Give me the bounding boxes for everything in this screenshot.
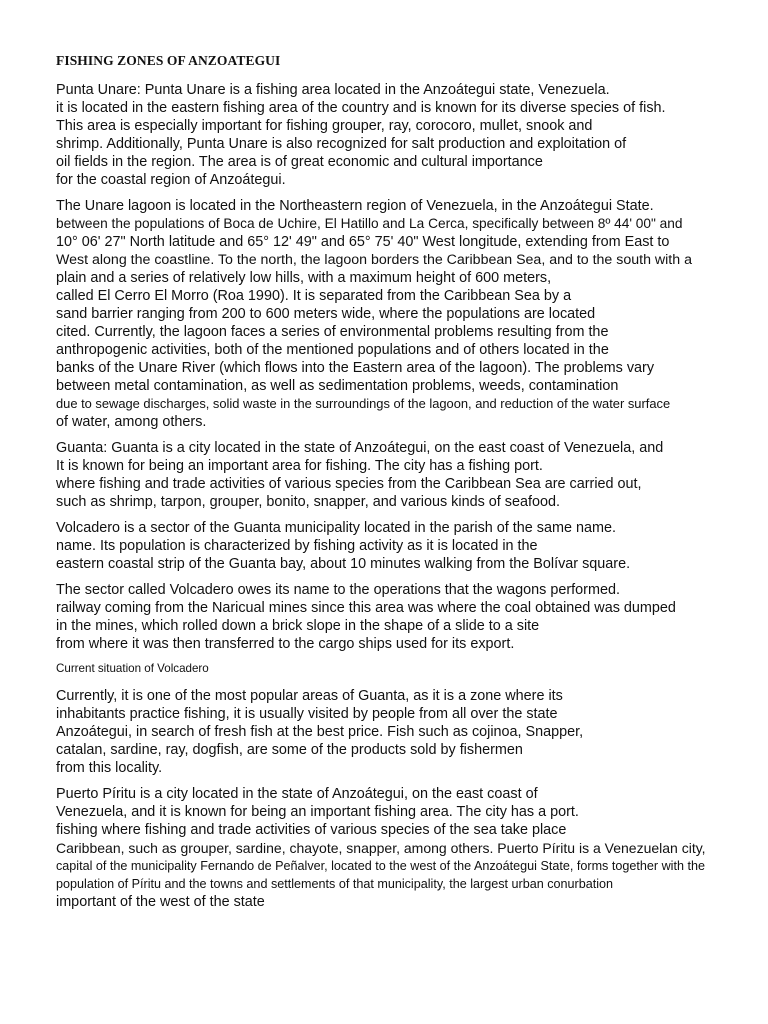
text-line: The sector called Volcadero owes its name to the operations that the wagons performed. (56, 582, 620, 598)
text-line: The Unare lagoon is located in the Northeastern region of Venezuela, in the Anzoátegui State. (56, 198, 654, 214)
text-line: eastern coastal strip of the Guanta bay, about 10 minutes walking from the Bolívar square. (56, 556, 631, 572)
text-line: inhabitants practice fishing, it is usually visited by people from all over the state (56, 706, 558, 722)
text-line: from this locality. (56, 760, 163, 776)
text-line: called El Cerro El Morro (Roa 1990). It is separated from the Caribbean Sea by a (56, 288, 572, 304)
text-line: where fishing and trade activities of various species from the Caribbean Sea are carried out, (56, 476, 642, 492)
text-line: Volcadero is a sector of the Guanta municipality located in the parish of the same name. (56, 520, 616, 536)
text-line: between metal contamination, as well as sedimentation problems, weeds, contamination (56, 378, 619, 394)
paragraph-punta-unare (56, 81, 756, 189)
text-line: fishing where fishing and trade activities of various species of the sea take place (56, 822, 567, 838)
text-line: cited. Currently, the lagoon faces a series of environmental problems resulting from the (56, 324, 609, 340)
text-line: sand barrier ranging from 200 to 600 meters wide, where the populations are located (56, 306, 596, 322)
text-line: Puerto Píritu is a city located in the state of Anzoátegui, on the east coast of (56, 786, 538, 802)
text-line: name. Its population is characterized by fishing activity as it is located in the (56, 538, 538, 554)
text-line: 10° 06' 27" North latitude and 65° 12' 49" and 65° 75' 40" West longitude, extending from East to (56, 234, 670, 250)
text-line: railway coming from the Naricual mines since this area was where the coal obtained was dumped (56, 600, 676, 616)
text-line: population of Píritu and the towns and settlements of that municipality, the largest urban conurbation (56, 877, 614, 891)
document-page (56, 53, 756, 919)
paragraph-puerto-piritu (56, 785, 756, 911)
paragraph-current-situation (56, 687, 756, 777)
text-line: shrimp. Additionally, Punta Unare is also recognized for salt production and exploitation of (56, 136, 627, 152)
paragraph-unare-lagoon (56, 197, 756, 431)
text-line: plain and a series of relatively low hills, with a maximum height of 600 meters, (56, 270, 552, 286)
text-line: Guanta: Guanta is a city located in the state of Anzoátegui, on the east coast of Venezuela, and (56, 440, 664, 456)
paragraph-guanta (56, 439, 756, 511)
text-line: from where it was then transferred to the cargo ships used for its export. (56, 636, 515, 652)
text-line: oil fields in the region. The area is of great economic and cultural importance (56, 154, 543, 170)
text-line: catalan, sardine, ray, dogfish, are some of the products sold by fishermen (56, 742, 523, 758)
text-line: banks of the Unare River (which flows into the Eastern area of the lagoon). The problems vary (56, 360, 655, 376)
text-line: due to sewage discharges, solid waste in the surroundings of the lagoon, and reduction of the water surface (56, 396, 671, 411)
text-line: West along the coastline. To the north, the lagoon borders the Caribbean Sea, and to the south with a (56, 252, 692, 268)
text-line: capital of the municipality Fernando de Peñalver, located to the west of the Anzoátegui State, forms together with the (56, 859, 705, 873)
section-caption: Current situation of Volcadero (56, 662, 209, 675)
paragraph-volcadero (56, 519, 756, 573)
text-line: in the mines, which rolled down a brick slope in the shape of a slide to a site (56, 618, 540, 634)
text-line: Venezuela, and it is known for being an important fishing area. The city has a port. (56, 804, 579, 820)
document-title: FISHING ZONES OF ANZOATEGUI (56, 53, 281, 68)
text-line: of water, among others. (56, 414, 207, 430)
text-line: It is known for being an important area for fishing. The city has a fishing port. (56, 458, 543, 474)
text-line: Punta Unare: Punta Unare is a fishing area located in the Anzoátegui state, Venezuela. (56, 82, 610, 98)
text-line: Anzoátegui, in search of fresh fish at the best price. Fish such as cojinoa, Snapper, (56, 724, 584, 740)
text-line: anthropogenic activities, both of the mentioned populations and of others located in the (56, 342, 609, 358)
text-line: Caribbean, such as grouper, sardine, chayote, snapper, among others. Puerto Píritu is a Venezuelan city, (56, 840, 706, 856)
text-line: This area is especially important for fishing grouper, ray, corocoro, mullet, snook and (56, 118, 593, 134)
text-line: Currently, it is one of the most popular areas of Guanta, as it is a zone where its (56, 688, 563, 704)
text-line: it is located in the eastern fishing area of the country and is known for its diverse species of fish. (56, 100, 666, 116)
text-line: for the coastal region of Anzoátegui. (56, 172, 286, 188)
paragraph-volcadero-name (56, 581, 756, 653)
text-line: such as shrimp, tarpon, grouper, bonito, snapper, and various kinds of seafood. (56, 494, 560, 510)
text-line: between the populations of Boca de Uchire, El Hatillo and La Cerca, specifically between 8º 44' 00" and (56, 216, 683, 231)
text-line: important of the west of the state (56, 894, 265, 910)
